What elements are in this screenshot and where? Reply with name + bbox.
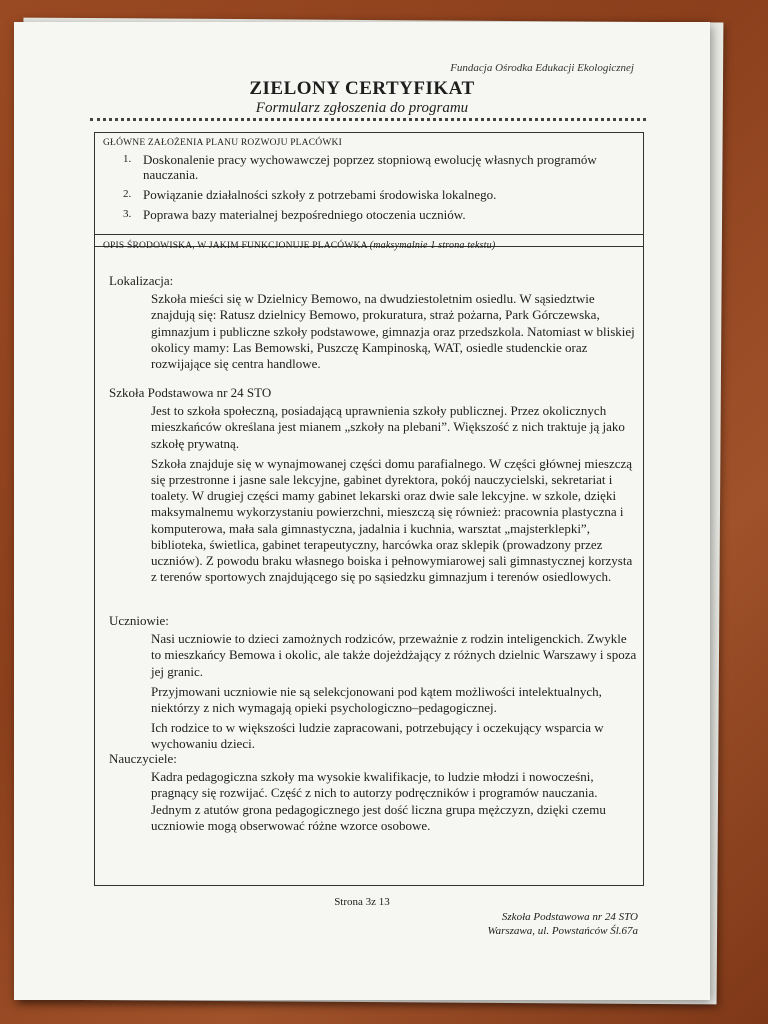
document-page — [14, 22, 710, 1000]
section-paragraph: Nasi uczniowie to dzieci zamożnych rodziców, przeważnie z rodzin inteligenckich. Zwykle to mieszkańcy Bemowa i okolic, ale także dojeżdżający z różnych dzielnic Warszawy i spoza jej granic. — [151, 631, 637, 679]
list-item: 1. Doskonalenie pracy wychowawczej poprzez stopniową ewolucję własnych programów nauczania. — [123, 152, 597, 182]
section-title: Nauczyciele: — [109, 751, 177, 766]
section-paragraph: Kadra pedagogiczna szkoły ma wysokie kwalifikacje, to ludzie młodzi i nowocześni, pragnący się rozwijać. Część z nich to autorzy podręczników i programów nauczania. Jednym z atutów grona pedagogicznego jest dość liczna grupa mężczyzn, dzięki czemu uczniowie mogą obserwować różne wzorce osobowe. — [151, 769, 606, 833]
section-paragraph: Szkoła znajduje się w wynajmowanej części domu parafialnego. W części głównej mieszczą się przestronne i jasne sale lekcyjne, gabinet dyrektora, pokój nauczycielski, sekretariat i toalety. W drugiej części mamy gabinet lekarski oraz dwie sale lekcyjne. w szkole, dzięki maksymalnemu wykorzystaniu powierzchni, mieszczą się również: pracownia plastyczna i komputerowa, mała sala gimnastyczna, jadalnia i kuchnia, warsztat „majsterklepki”, biblioteka, świetlica, gabinet terapeutyczny, harcówka oraz sklepik (prowadzony przez uczniów). Z powodu braku własnego boiska i pełnowymiarowej sali gimnastycznej korzysta z terenów sportowych znajdującego się po sąsiedzku gimnazjum i terenów osiedlowych. — [151, 455, 633, 585]
school-info — [487, 910, 638, 938]
page-number: Strona 3z 13 — [334, 896, 390, 908]
document-title: ZIELONY CERTYFIKAT — [249, 78, 475, 99]
dotted-separator — [90, 118, 646, 121]
list-item: 2. Powiązanie działalności szkoły z potrzebami środowiska lokalnego. — [123, 187, 497, 202]
school-name: Szkoła Podstawowa nr 24 STO — [501, 911, 638, 923]
section-title: Lokalizacja: — [109, 273, 174, 288]
goals-heading: GŁÓWNE ZAŁOŻENIA PLANU ROZWOJU PLACÓWKI — [103, 138, 342, 148]
section-paragraph: Jest to szkoła społeczną, posiadającą uprawnienia szkoły publicznej. Przez okolicznych mieszkańców określana jest mianem „szkoły na plebani”. Większość z nich traktuje ją jako szkołę prywatną. — [151, 403, 625, 451]
section-paragraph: Ich rodzice to w większości ludzie zapracowani, potrzebujący i oczekujący wsparcia w wychowaniu dzieci. — [151, 720, 604, 752]
section-title: Szkoła Podstawowa nr 24 STO — [109, 385, 272, 400]
list-item: 3. Poprawa bazy materialnej bezpośredniego otoczenia uczniów. — [123, 207, 466, 222]
section-school — [109, 385, 639, 589]
goals-list — [113, 152, 633, 227]
document-subtitle: Formularz zgłoszenia do programu — [255, 100, 469, 116]
description-box — [94, 234, 644, 886]
school-address: Warszawa, ul. Powstańców Śl.67a — [487, 925, 638, 937]
organization-name: Fundacja Ośrodka Edukacji Ekologicznej — [450, 62, 634, 74]
section-paragraph: Przyjmowani uczniowie nie są selekcjonowani pod kątem możliwości intelektualnych, niektórzy z nich wymagają opieki psychologiczno–pedagogicznej. — [151, 683, 602, 716]
section-title: Uczniowie: — [109, 613, 169, 628]
goals-box — [94, 132, 644, 247]
section-paragraph: Szkoła mieści się w Dzielnicy Bemowo, na dwudziestoletnim osiedlu. W sąsiedztwie znajdują się: Ratusz dzielnicy Bemowo, prokuratura, straż pożarna, Park Górczewska, gimnazjum i publiczne szkoły podstawowe, gimnazja oraz przedszkola. Natomiast w bliskiej okolicy mamy: Las Bemowski, Puszczę Kampinoską, WAT, osiedle studenckie oraz rozwijające się centra handlowe. — [151, 291, 635, 372]
section-teachers — [109, 751, 639, 838]
section-students — [109, 613, 639, 757]
description-heading: OPIS ŚRODOWISKA, W JAKIM FUNKCJONUJE PLACÓWKA (maksymalnie 1 strona tekstu) — [103, 240, 496, 251]
section-location — [109, 273, 639, 376]
